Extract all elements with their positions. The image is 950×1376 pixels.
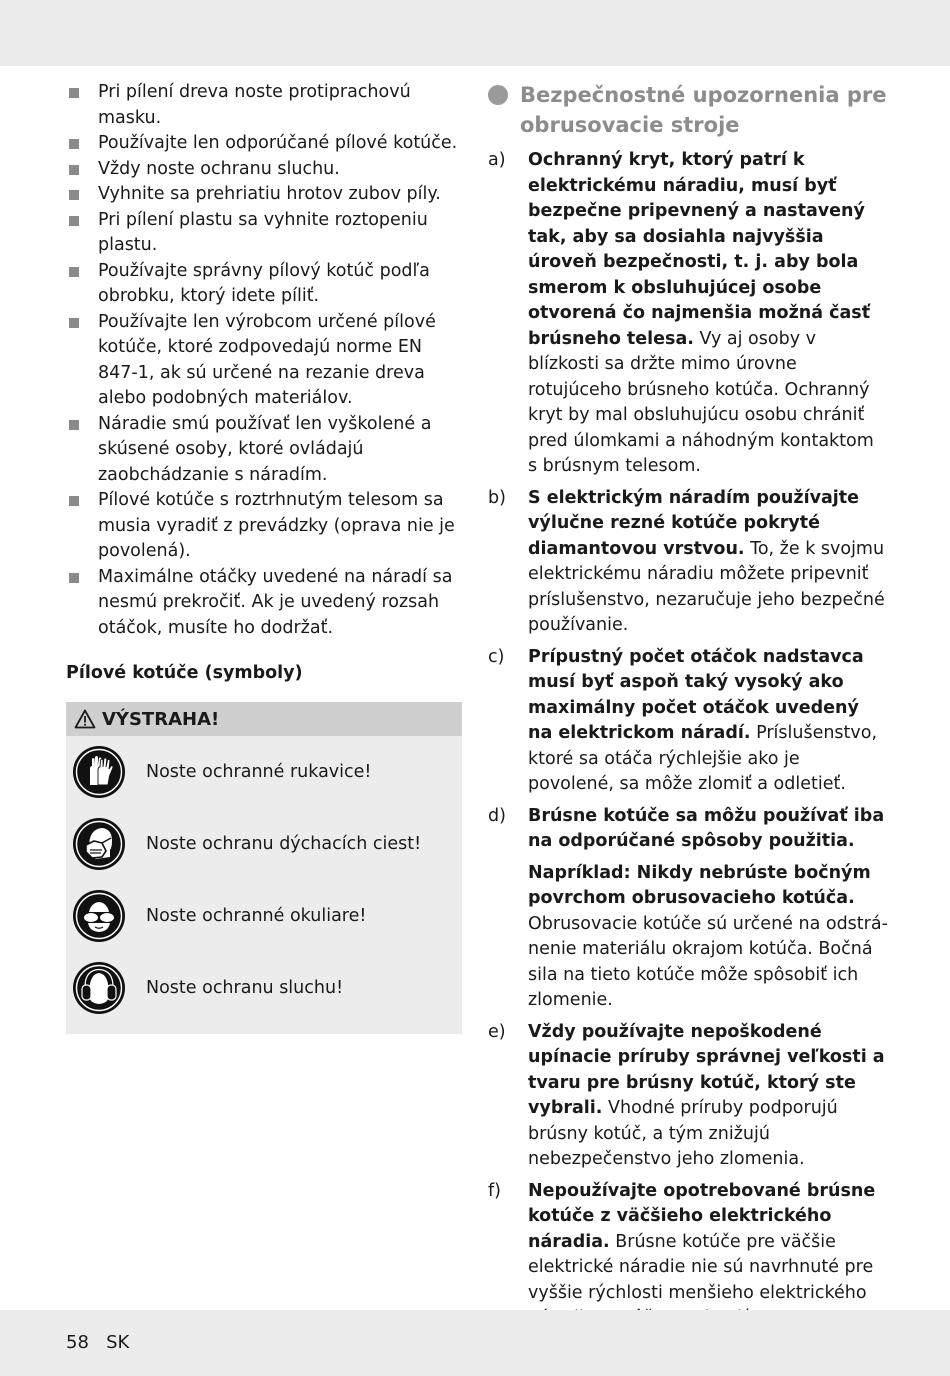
item-body [528, 1179, 888, 1332]
instruction-item [488, 804, 888, 1014]
square-bullet-icon [69, 165, 79, 175]
symbol-row [66, 808, 462, 880]
item-body [528, 645, 888, 798]
instruction-item [488, 148, 888, 480]
top-band [0, 0, 950, 66]
bullet-item: Pri pílení plastu sa vyhnite roztopeniu plastu. [66, 208, 466, 259]
footer-band [0, 1310, 950, 1376]
symbol-label: Noste ochranu sluchu! [146, 978, 344, 998]
safety-instructions-list [488, 148, 888, 1332]
item-marker: e) [488, 1021, 506, 1042]
symbol-label: Noste ochranu dýchacích ciest! [146, 834, 422, 854]
saw-blade-symbols-heading: Pílové kotúče (symboly) [66, 663, 303, 683]
bullet-item: Maximálne otáčky uvedené na náradí sa nesmú prekročiť. Ak je uvedený rozsah otáčok, musíte ho dodržať. [66, 565, 466, 642]
bullet-item: Používajte len odporúčané pílové kotúče. [66, 131, 466, 157]
item-bold-text: Vždy používajte nepoškodené upínacie príruby správnej veľkosti a tvaru pre brúsny kotúč, ktorý ste vybrali. [528, 1021, 885, 1118]
square-bullet-icon [69, 139, 79, 149]
warning-box [66, 702, 462, 1034]
square-bullet-icon [69, 496, 79, 506]
heading-bullet-icon [488, 85, 508, 105]
warning-title: VÝSTRAHA! [102, 708, 220, 730]
page-number: 58 [66, 1332, 89, 1353]
symbol-label: Noste ochranné rukavice! [146, 762, 372, 782]
ear-protection-icon [72, 961, 126, 1015]
square-bullet-icon [69, 216, 79, 226]
item-marker: d) [488, 805, 506, 826]
bullet-item: Vždy noste ochranu sluchu. [66, 157, 466, 183]
item-text: Vhodné príruby podporujú brúsny kotúč, a tým znižujú nebezpečenstvo jeho zlomenia. [528, 1098, 838, 1169]
warning-triangle-icon [74, 709, 96, 729]
bullet-item: Pílové kotúče s roztrhnutým telesom sa musia vyradiť z prevádzky (oprava nie je povolená). [66, 488, 466, 565]
item-body [528, 486, 888, 639]
language-code: SK [106, 1332, 130, 1353]
item-text: Brúsne kotúče pre väčšie elektrické náradie nie sú navrhnuté pre vyššie rýchlosti menšieho elektrického [528, 1231, 874, 1303]
item-bold-text: Ochranný kryt, ktorý patrí k elektrickému náradiu, musí byť bezpečne pripevnený a nastavený tak, aby sa dosiahla najvyššia úroveň bezpečnosti, t. j. aby bola smerom k obsluhujúcej osobe otvorená čo najmenšia možná časť brúsneho telesa. [528, 150, 871, 349]
item-bold-text: Nepoužívajte opotrebované brúsne kotúče z väčšieho elektrického náradia. [528, 1180, 876, 1252]
item-marker: c) [488, 646, 505, 667]
left-column [66, 80, 466, 1034]
symbol-row [66, 952, 462, 1024]
bullet-item: Náradie smú používať len vyškolené a skúsené osoby, ktoré ovládajú zaobchádzanie s náradím. [66, 412, 466, 489]
item-text: Vy aj osoby v blízkosti sa držte mimo úrovne rotujúceho brúsneho kotúča. Ochranný kryt by mal obsluhujúcu osobu chrániť pred úlomkami a náhodným kontaktom s brúsnym telesom. [528, 328, 874, 476]
bullet-item: Používajte len výrobcom určené pílové kotúče, ktoré zodpovedajú norme EN 847-1, ak sú určené na rezanie dreva alebo podobných materiálov. [66, 310, 466, 412]
instruction-item [488, 1179, 888, 1332]
symbol-row [66, 880, 462, 952]
square-bullet-icon [69, 267, 79, 277]
item-body [528, 148, 888, 480]
item-sub-bold-text: Napríklad: Nikdy nebrúste bočným povrchom obrusovacieho kotúča. [528, 862, 871, 908]
section-heading-text: Bezpečnostné upozornenia pre obrusovacie stroje [520, 83, 887, 137]
goggles-icon [72, 889, 126, 943]
section-heading [488, 80, 888, 140]
warning-header [66, 702, 462, 736]
item-bold-text: Prípustný počet otáčok nadstavca musí byť aspoň taký vysoký ako maximálny počet otáčok uvedený na elektrickom náradí. [528, 646, 864, 743]
square-bullet-icon [69, 420, 79, 430]
item-subparagraph [528, 861, 888, 1014]
gloves-icon [72, 745, 126, 799]
right-column [488, 80, 888, 1338]
instruction-item [488, 645, 888, 798]
respirator-icon [72, 817, 126, 871]
bullet-item: Pri pílení dreva noste protiprachovú masku. [66, 80, 466, 131]
item-marker: f) [488, 1180, 501, 1201]
square-bullet-icon [69, 318, 79, 328]
square-bullet-icon [69, 190, 79, 200]
symbol-label: Noste ochranné okuliare! [146, 906, 367, 926]
item-text: Príslušenstvo, ktoré sa otáča rýchlejšie ako je povolené, sa môže zlomiť a odletieť. [528, 723, 878, 794]
item-bold-text: S elektrickým náradím používajte výlučne rezné kotúče pokryté diamantovou vrstvou. [528, 487, 860, 559]
item-marker: a) [488, 150, 506, 170]
bullet-item: Vyhnite sa prehriatiu hrotov zubov píly. [66, 182, 466, 208]
safety-bullet-list [66, 80, 466, 641]
item-text: To, že k svojmu elektrickému náradiu môžete pripevniť príslušenstvo, nezaručuje jeho bezpečné používanie. [528, 538, 885, 635]
item-body [528, 1020, 888, 1173]
item-body [528, 804, 888, 1014]
page-footer [66, 1332, 129, 1353]
square-bullet-icon [69, 88, 79, 98]
instruction-item [488, 486, 888, 639]
item-sub-text: Obrusovacie kotúče sú určené na odstránenie materiálu okrajom kotúča. Bočná sila na tieto kotúče môže spôsobiť ich zlomenie. [528, 913, 888, 1010]
item-marker: b) [488, 487, 506, 508]
symbol-row [66, 736, 462, 808]
square-bullet-icon [69, 573, 79, 583]
instruction-item [488, 1020, 888, 1173]
item-bold-text: Brúsne kotúče sa môžu používať iba na odporúčané spôsoby použitia. [528, 805, 885, 851]
bullet-item: Používajte správny pílový kotúč podľa obrobku, ktorý idete píliť. [66, 259, 466, 310]
